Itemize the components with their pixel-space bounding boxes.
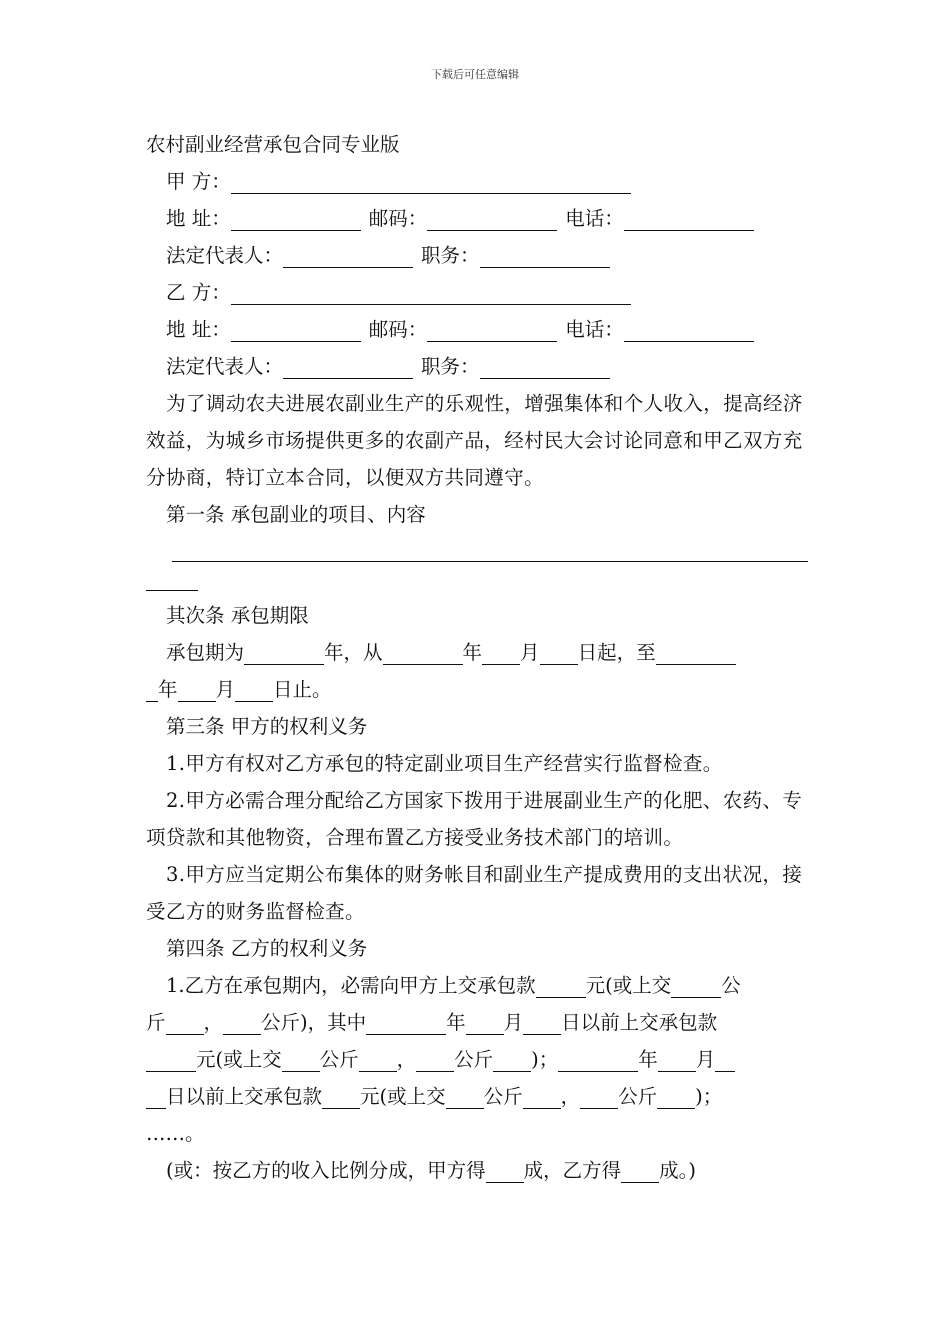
amount-blank[interactable] — [536, 975, 586, 998]
article-1-blank-cont[interactable] — [146, 562, 198, 591]
end-year-blank-cont[interactable] — [146, 679, 158, 702]
clause-text: 年 — [638, 1048, 658, 1071]
article-2-term-line — [146, 634, 808, 671]
term-text: 日止。 — [273, 678, 332, 701]
month-blank[interactable] — [658, 1049, 696, 1072]
clause-text: )； — [531, 1048, 559, 1071]
legal-rep-blank[interactable] — [283, 356, 413, 379]
article-4-ellipsis: ……。 — [146, 1122, 205, 1145]
clause-text: ， — [560, 1085, 581, 1108]
phone-blank[interactable] — [624, 319, 754, 342]
clause-text: 公斤)，其中 — [261, 1011, 367, 1034]
postcode-blank[interactable] — [427, 208, 557, 231]
end-month-blank[interactable] — [178, 679, 216, 702]
position-blank[interactable] — [480, 356, 610, 379]
share-a-blank[interactable] — [486, 1160, 524, 1183]
kg-blank[interactable] — [359, 1049, 397, 1072]
postcode-label: 邮码： — [368, 207, 428, 230]
party-b-blank[interactable] — [231, 282, 631, 305]
clause-text: 月 — [503, 1011, 524, 1034]
term-text: 月 — [520, 641, 540, 664]
clause-text: 公 — [721, 974, 741, 997]
start-day-blank[interactable] — [540, 642, 578, 665]
kg-blank[interactable] — [446, 1086, 484, 1109]
party-a-rep-row — [146, 237, 808, 274]
party-b-row — [146, 274, 808, 311]
article-4-title: 第四条 乙方的权利义务 — [166, 937, 368, 960]
year-blank[interactable] — [366, 1012, 446, 1035]
position-blank[interactable] — [480, 245, 610, 268]
kg-blank[interactable] — [223, 1012, 261, 1035]
day-blank-cont[interactable] — [146, 1086, 166, 1109]
clause-text: 公斤 — [319, 1048, 359, 1071]
kg-blank[interactable] — [523, 1086, 561, 1109]
clause-text: ， — [396, 1048, 417, 1071]
position-label: 职务： — [421, 355, 480, 378]
clause-text: ， — [203, 1011, 224, 1034]
intro-paragraph: 为了调动农夫进展农副业生产的乐观性，增强集体和个人收入，提高经济效益，为城乡市场提供更多的农副产品，经村民大会讨论同意和甲乙双方充分协商，特订立本合同，以便双方共同遵守。 — [146, 392, 803, 489]
clause-text: 月 — [695, 1048, 716, 1071]
clause-text: 日以前上交承包款 — [166, 1085, 323, 1108]
clause-text: 1.乙方在承包期内，必需向甲方上交承包款 — [166, 974, 536, 997]
article-4-line — [146, 967, 808, 1004]
phone-blank[interactable] — [624, 208, 754, 231]
article-2-title: 其次条 承包期限 — [166, 604, 309, 627]
clause-text: 元(或上交 — [196, 1048, 282, 1071]
start-year-blank[interactable] — [383, 642, 463, 665]
kg-blank[interactable] — [282, 1049, 320, 1072]
article-4-line — [146, 1004, 808, 1041]
legal-rep-label: 法定代表人： — [166, 244, 284, 267]
clause-text: 元(或上交 — [360, 1085, 446, 1108]
party-a-label: 甲 方： — [166, 170, 231, 193]
amount-blank[interactable] — [146, 1049, 196, 1072]
legal-rep-blank[interactable] — [283, 245, 413, 268]
address-blank[interactable] — [231, 319, 361, 342]
page-header-note: 下载后可任意编辑 — [431, 68, 519, 81]
term-text: 年 — [462, 641, 483, 664]
postcode-blank[interactable] — [427, 319, 557, 342]
share-b-blank[interactable] — [621, 1160, 659, 1183]
term-text: 月 — [215, 678, 236, 701]
party-a-address-row — [146, 200, 808, 237]
kg-blank[interactable] — [580, 1086, 618, 1109]
end-day-blank[interactable] — [235, 679, 273, 702]
clause-text: (或：按乙方的收入比例分成，甲方得 — [166, 1159, 486, 1182]
contract-document — [146, 126, 808, 1189]
clause-text: 公斤 — [483, 1085, 523, 1108]
address-blank[interactable] — [231, 208, 361, 231]
amount-blank[interactable] — [322, 1086, 360, 1109]
day-blank[interactable] — [523, 1012, 561, 1035]
document-title: 农村副业经营承包合同专业版 — [146, 133, 400, 156]
kg-blank[interactable] — [671, 975, 721, 998]
article-4-alternative — [146, 1152, 808, 1189]
month-blank[interactable] — [466, 1012, 504, 1035]
clause-text: 公斤 — [454, 1048, 494, 1071]
phone-label: 电话： — [565, 318, 624, 341]
article-4-line — [146, 1041, 808, 1078]
article-3-item: 1.甲方有权对乙方承包的特定副业项目生产经营实行监督检查。 — [166, 752, 723, 775]
clause-text: 成，乙方得 — [523, 1159, 622, 1182]
clause-text: 日以前上交承包款 — [561, 1011, 718, 1034]
start-month-blank[interactable] — [482, 642, 520, 665]
phone-label: 电话： — [565, 207, 624, 230]
term-text: 年，从 — [324, 641, 383, 664]
address-label: 地 址： — [166, 318, 231, 341]
end-year-blank[interactable] — [656, 642, 736, 665]
article-1-title: 第一条 承包副业的项目、内容 — [166, 503, 426, 526]
article-3-title: 第三条 甲方的权利义务 — [166, 715, 368, 738]
clause-text: 年 — [446, 1011, 466, 1034]
kg-blank[interactable] — [657, 1086, 695, 1109]
legal-rep-label: 法定代表人： — [166, 355, 284, 378]
position-label: 职务： — [421, 244, 480, 267]
kg-blank[interactable] — [166, 1012, 204, 1035]
article-1-blank[interactable] — [172, 533, 808, 562]
article-2-term-line-cont — [146, 671, 808, 708]
article-4-line — [146, 1078, 808, 1115]
party-a-blank[interactable] — [231, 171, 631, 194]
clause-text: 斤 — [146, 1011, 166, 1034]
article-3-item: 2.甲方必需合理分配给乙方国家下拨用于进展副业生产的化肥、农药、专项贷款和其他物资，合理布置乙方接受业务技术部门的培训。 — [146, 789, 803, 849]
term-text: 日起，至 — [577, 641, 656, 664]
clause-text: )； — [695, 1085, 723, 1108]
address-label: 地 址： — [166, 207, 231, 230]
year-blank[interactable] — [558, 1049, 638, 1072]
term-years-blank[interactable] — [244, 642, 324, 665]
party-a-row — [146, 163, 808, 200]
party-b-rep-row — [146, 348, 808, 385]
term-text: 年 — [158, 678, 178, 701]
kg-blank[interactable] — [416, 1049, 454, 1072]
clause-text: 成。) — [659, 1159, 696, 1182]
party-b-label: 乙 方： — [166, 281, 231, 304]
kg-blank[interactable] — [493, 1049, 531, 1072]
clause-text: 元(或上交 — [585, 974, 672, 997]
postcode-label: 邮码： — [368, 318, 428, 341]
term-text: 承包期为 — [166, 641, 245, 664]
clause-text: 公斤 — [618, 1085, 658, 1108]
article-3-item: 3.甲方应当定期公布集体的财务帐目和副业生产提成费用的支出状况，接受乙方的财务监督检查。 — [146, 863, 803, 923]
day-blank[interactable] — [715, 1049, 735, 1072]
party-b-address-row — [146, 311, 808, 348]
